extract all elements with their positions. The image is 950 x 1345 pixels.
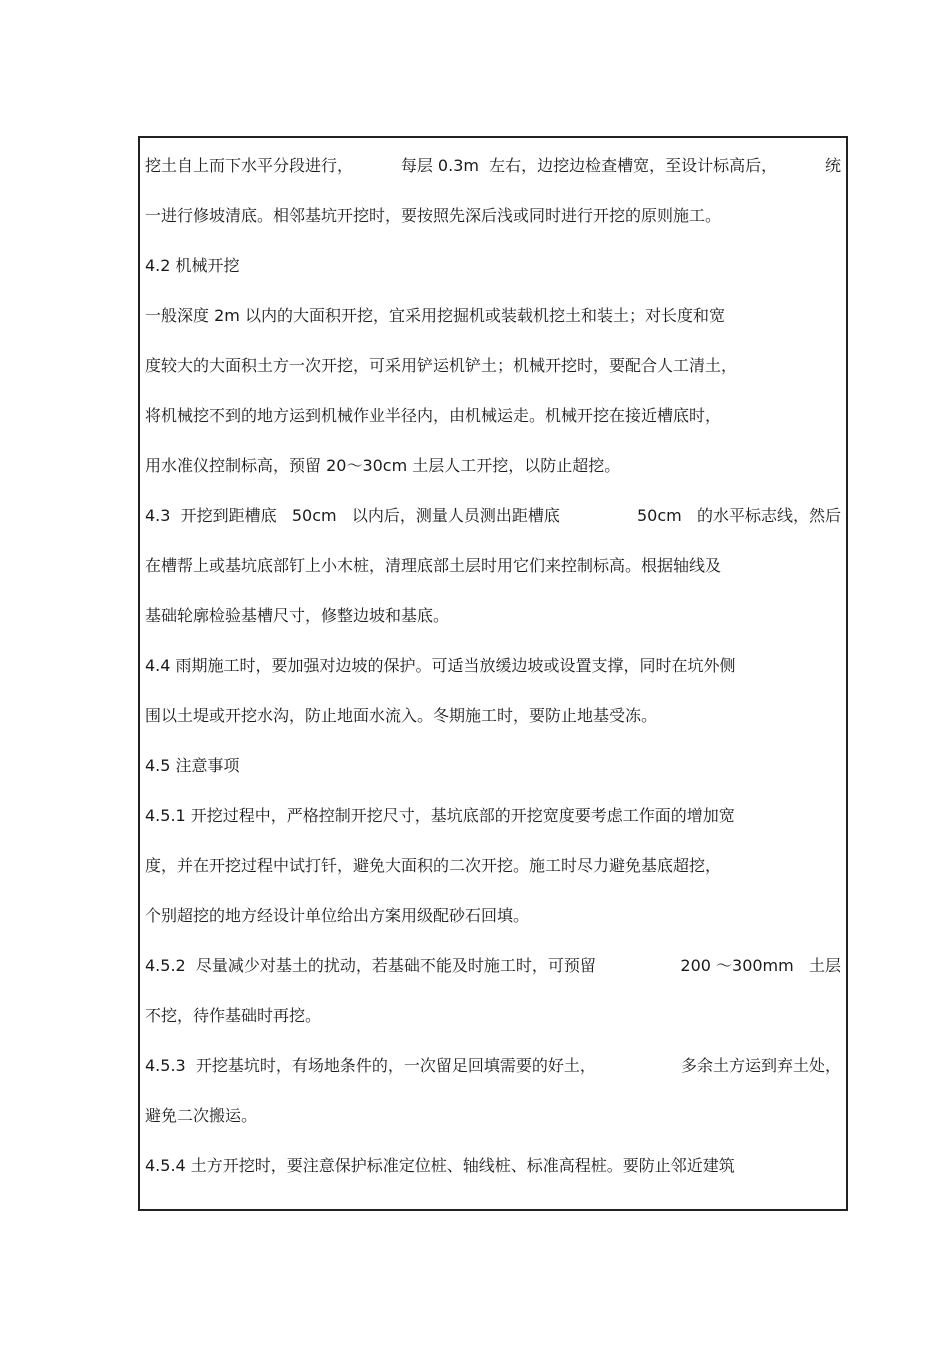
text-segment: 统 <box>824 156 841 175</box>
text-line-7: 用水准仪控制标高，预留 20～30cm 土层人工开挖，以防止超挖。 <box>145 456 621 475</box>
text-segment: 200 ～300mm 土层 <box>680 956 841 975</box>
text-line-2: 一进行修坡清底。相邻基坑开挖时，要按照先深后浅或同时进行开挖的原则施工。 <box>145 206 722 225</box>
section-heading-4-2: 4.2 机械开挖 <box>145 256 240 275</box>
text-line-11: 4.4 雨期施工时，要加强对边坡的保护。可适当放缓边坡或设置支撑，同时在坑外侧 <box>145 656 736 675</box>
text-line-5: 度较大的大面积土方一次开挖，可采用铲运机铲土；机械开挖时，要配合人工清土， <box>145 356 738 375</box>
text-line-10: 基础轮廓检验基槽尺寸，修整边坡和基底。 <box>145 606 450 625</box>
text-line-15: 度，并在开挖过程中试打钎，避免大面积的二次开挖。施工时尽力避免基底超挖， <box>145 856 722 875</box>
text-line-4: 一般深度 2m 以内的大面积开挖，宜采用挖掘机或装载机挖土和装土；对长度和宽 <box>145 306 725 325</box>
text-line-1 <box>145 156 841 176</box>
text-line-20: 避免二次搬运。 <box>145 1106 258 1125</box>
text-segment: 50cm 的水平标志线，然后 <box>636 506 841 525</box>
text-line-8 <box>145 506 841 526</box>
text-line-6: 将机械挖不到的地方运到机械作业半径内，由机械运走。机械开挖在接近槽底时， <box>145 406 722 425</box>
text-segment: 4.5.3 开挖基坑时，有场地条件的，一次留足回填需要的好土， <box>145 1056 596 1075</box>
text-segment: 4.3 开挖到距槽底 50cm 以内后，测量人员测出距槽底 <box>145 506 560 525</box>
text-line-9: 在槽帮上或基坑底部钉上小木桩，清理底部土层时用它们来控制标高。根据轴线及 <box>145 556 722 575</box>
text-segment: 4.5.2 尽量减少对基土的扰动，若基础不能及时施工时，可预留 <box>145 956 596 975</box>
text-line-18: 不挖，待作基础时再挖。 <box>145 1006 322 1025</box>
section-heading-4-5: 4.5 注意事项 <box>145 756 240 775</box>
text-line-16: 个别超挖的地方经设计单位给出方案用级配砂石回填。 <box>145 906 530 925</box>
text-line-12: 围以土堤或开挖水沟，防止地面水流入。冬期施工时，要防止地基受冻。 <box>145 706 658 725</box>
text-segment: 挖土自上而下水平分段进行， <box>145 156 354 175</box>
text-line-19 <box>145 1056 841 1076</box>
text-line-21: 4.5.4 土方开挖时，要注意保护标准定位桩、轴线桩、标准高程桩。要防止邻近建筑 <box>145 1156 735 1175</box>
text-segment: 每层 0.3m 左右，边挖边检查槽宽，至设计标高后， <box>400 156 778 175</box>
text-line-14: 4.5.1 开挖过程中，严格控制开挖尺寸，基坑底部的开挖宽度要考虑工作面的增加宽 <box>145 806 735 825</box>
text-line-17 <box>145 956 841 976</box>
text-segment: 多余土方运到弃土处， <box>680 1056 841 1075</box>
